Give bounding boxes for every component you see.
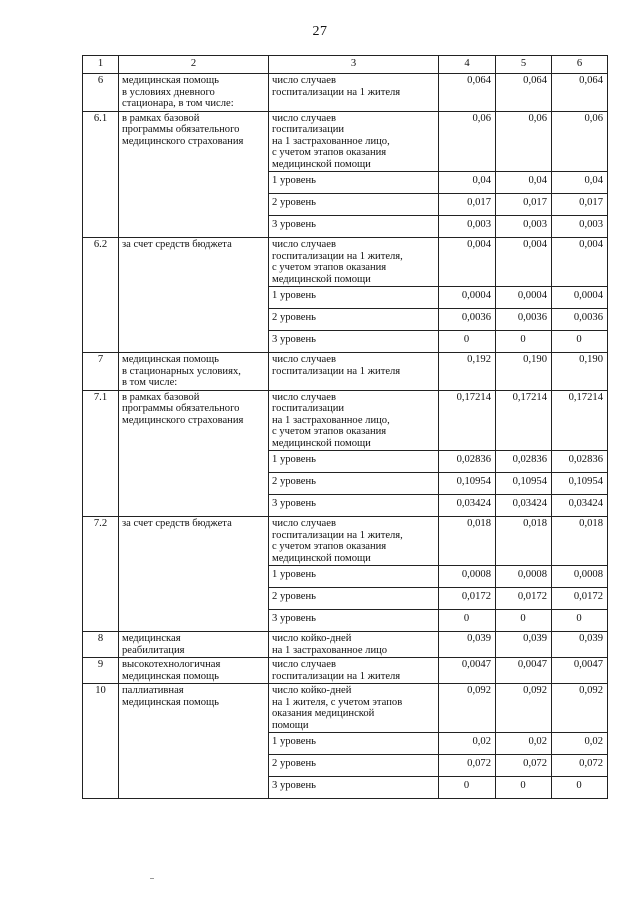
value-col-6: 0,018 bbox=[552, 517, 608, 566]
level-value-col-6: 0,10954 bbox=[552, 473, 608, 495]
level-value-col-4: 0,02836 bbox=[439, 451, 496, 473]
care-type: высокотехнологичная медицинская помощь bbox=[119, 658, 269, 684]
level-value-col-4: 0 bbox=[439, 331, 496, 353]
table-row bbox=[83, 111, 608, 172]
care-type: за счет средств бюджета bbox=[119, 517, 269, 632]
care-type: за счет средств бюджета bbox=[119, 238, 269, 353]
level-label: 3 уровень bbox=[269, 777, 439, 799]
level-value-col-6: 0,003 bbox=[552, 216, 608, 238]
level-value-col-5: 0,0004 bbox=[496, 287, 552, 309]
value-col-4: 0,018 bbox=[439, 517, 496, 566]
level-value-col-5: 0,0008 bbox=[496, 566, 552, 588]
level-value-col-6: 0,03424 bbox=[552, 495, 608, 517]
row-number: 6.1 bbox=[83, 111, 119, 238]
header-cell-2: 2 bbox=[119, 56, 269, 74]
level-label: 1 уровень bbox=[269, 172, 439, 194]
value-col-5: 0,018 bbox=[496, 517, 552, 566]
level-value-col-4: 0,10954 bbox=[439, 473, 496, 495]
level-value-col-4: 0 bbox=[439, 610, 496, 632]
level-value-col-4: 0,0036 bbox=[439, 309, 496, 331]
row-number: 10 bbox=[83, 684, 119, 799]
value-col-5: 0,17214 bbox=[496, 390, 552, 451]
value-col-6: 0,17214 bbox=[552, 390, 608, 451]
level-value-col-5: 0,017 bbox=[496, 194, 552, 216]
level-value-col-6: 0,0004 bbox=[552, 287, 608, 309]
level-value-col-4: 0,04 bbox=[439, 172, 496, 194]
care-volume-table bbox=[82, 55, 608, 799]
level-value-col-6: 0,04 bbox=[552, 172, 608, 194]
table-row bbox=[83, 632, 608, 658]
value-col-6: 0,0047 bbox=[552, 658, 608, 684]
value-col-5: 0,064 bbox=[496, 74, 552, 112]
unit-of-measure: число случаев госпитализации на 1 жителя, с учетом этапов оказания медицинской помощи bbox=[269, 238, 439, 287]
header-cell-3: 3 bbox=[269, 56, 439, 74]
level-label: 2 уровень bbox=[269, 194, 439, 216]
level-value-col-4: 0,0004 bbox=[439, 287, 496, 309]
unit-of-measure: число случаев госпитализации на 1 застрахованное лицо, с учетом этапов оказания медицинской помощи bbox=[269, 390, 439, 451]
value-col-6: 0,190 bbox=[552, 353, 608, 391]
care-type: паллиативная медицинская помощь bbox=[119, 684, 269, 799]
level-value-col-5: 0 bbox=[496, 331, 552, 353]
value-col-4: 0,06 bbox=[439, 111, 496, 172]
value-col-6: 0,039 bbox=[552, 632, 608, 658]
level-value-col-6: 0,0172 bbox=[552, 588, 608, 610]
level-value-col-6: 0 bbox=[552, 610, 608, 632]
level-value-col-5: 0,003 bbox=[496, 216, 552, 238]
row-number: 6.2 bbox=[83, 238, 119, 353]
care-type: в рамках базовой программы обязательного медицинского страхования bbox=[119, 390, 269, 517]
level-value-col-6: 0,0008 bbox=[552, 566, 608, 588]
header-cell-4: 4 bbox=[439, 56, 496, 74]
value-col-6: 0,004 bbox=[552, 238, 608, 287]
header-row bbox=[83, 56, 608, 74]
level-value-col-4: 0,03424 bbox=[439, 495, 496, 517]
value-col-4: 0,0047 bbox=[439, 658, 496, 684]
value-col-6: 0,064 bbox=[552, 74, 608, 112]
level-value-col-4: 0,072 bbox=[439, 755, 496, 777]
level-value-col-5: 0,10954 bbox=[496, 473, 552, 495]
care-type: медицинская помощь в стационарных условиях, в том числе: bbox=[119, 353, 269, 391]
level-value-col-6: 0 bbox=[552, 777, 608, 799]
level-value-col-5: 0,02836 bbox=[496, 451, 552, 473]
value-col-5: 0,190 bbox=[496, 353, 552, 391]
header-cell-5: 5 bbox=[496, 56, 552, 74]
value-col-6: 0,092 bbox=[552, 684, 608, 733]
care-type: медицинская реабилитация bbox=[119, 632, 269, 658]
level-label: 2 уровень bbox=[269, 755, 439, 777]
table-row bbox=[83, 74, 608, 112]
unit-of-measure: число случаев госпитализации на 1 жителя, с учетом этапов оказания медицинской помощи bbox=[269, 517, 439, 566]
level-value-col-5: 0,02 bbox=[496, 733, 552, 755]
row-number: 9 bbox=[83, 658, 119, 684]
level-value-col-4: 0,003 bbox=[439, 216, 496, 238]
level-label: 1 уровень bbox=[269, 451, 439, 473]
level-value-col-6: 0,02 bbox=[552, 733, 608, 755]
level-value-col-6: 0,072 bbox=[552, 755, 608, 777]
value-col-4: 0,039 bbox=[439, 632, 496, 658]
unit-of-measure: число случаев госпитализации на 1 застрахованное лицо, с учетом этапов оказания медицинской помощи bbox=[269, 111, 439, 172]
table-row bbox=[83, 517, 608, 566]
row-number: 8 bbox=[83, 632, 119, 658]
unit-of-measure: число случаев госпитализации на 1 жителя bbox=[269, 658, 439, 684]
level-value-col-6: 0,02836 bbox=[552, 451, 608, 473]
level-label: 3 уровень bbox=[269, 610, 439, 632]
level-value-col-6: 0 bbox=[552, 331, 608, 353]
level-label: 2 уровень bbox=[269, 588, 439, 610]
unit-of-measure: число койко-дней на 1 жителя, с учетом этапов оказания медицинской помощи bbox=[269, 684, 439, 733]
table-row bbox=[83, 238, 608, 287]
page-number: 27 bbox=[312, 24, 328, 39]
level-value-col-5: 0,0036 bbox=[496, 309, 552, 331]
level-value-col-5: 0 bbox=[496, 777, 552, 799]
level-value-col-4: 0,0172 bbox=[439, 588, 496, 610]
table-row bbox=[83, 658, 608, 684]
value-col-6: 0,06 bbox=[552, 111, 608, 172]
level-value-col-6: 0,0036 bbox=[552, 309, 608, 331]
value-col-5: 0,0047 bbox=[496, 658, 552, 684]
level-value-col-4: 0 bbox=[439, 777, 496, 799]
level-label: 3 уровень bbox=[269, 331, 439, 353]
value-col-5: 0,092 bbox=[496, 684, 552, 733]
value-col-4: 0,17214 bbox=[439, 390, 496, 451]
level-label: 1 уровень bbox=[269, 566, 439, 588]
level-label: 1 уровень bbox=[269, 733, 439, 755]
table-row bbox=[83, 684, 608, 733]
value-col-4: 0,004 bbox=[439, 238, 496, 287]
unit-of-measure: число случаев госпитализации на 1 жителя bbox=[269, 353, 439, 391]
value-col-4: 0,192 bbox=[439, 353, 496, 391]
value-col-4: 0,092 bbox=[439, 684, 496, 733]
value-col-5: 0,039 bbox=[496, 632, 552, 658]
level-value-col-5: 0,0172 bbox=[496, 588, 552, 610]
level-label: 2 уровень bbox=[269, 473, 439, 495]
level-label: 2 уровень bbox=[269, 309, 439, 331]
level-value-col-4: 0,02 bbox=[439, 733, 496, 755]
table-body bbox=[83, 74, 608, 799]
row-number: 7.1 bbox=[83, 390, 119, 517]
value-col-5: 0,004 bbox=[496, 238, 552, 287]
header-cell-1: 1 bbox=[83, 56, 119, 74]
table-row bbox=[83, 353, 608, 391]
level-label: 3 уровень bbox=[269, 495, 439, 517]
level-value-col-5: 0,03424 bbox=[496, 495, 552, 517]
level-value-col-4: 0,0008 bbox=[439, 566, 496, 588]
level-value-col-5: 0 bbox=[496, 610, 552, 632]
unit-of-measure: число койко-дней на 1 застрахованное лицо bbox=[269, 632, 439, 658]
level-value-col-4: 0,017 bbox=[439, 194, 496, 216]
level-value-col-5: 0,04 bbox=[496, 172, 552, 194]
unit-of-measure: число случаев госпитализации на 1 жителя bbox=[269, 74, 439, 112]
level-value-col-5: 0,072 bbox=[496, 755, 552, 777]
row-number: 7 bbox=[83, 353, 119, 391]
value-col-5: 0,06 bbox=[496, 111, 552, 172]
row-number: 7.2 bbox=[83, 517, 119, 632]
care-type: медицинская помощь в условиях дневного стационара, в том числе: bbox=[119, 74, 269, 112]
header-cell-6: 6 bbox=[552, 56, 608, 74]
level-label: 1 уровень bbox=[269, 287, 439, 309]
value-col-4: 0,064 bbox=[439, 74, 496, 112]
scan-mark bbox=[150, 878, 154, 879]
row-number: 6 bbox=[83, 74, 119, 112]
level-label: 3 уровень bbox=[269, 216, 439, 238]
care-type: в рамках базовой программы обязательного медицинского страхования bbox=[119, 111, 269, 238]
level-value-col-6: 0,017 bbox=[552, 194, 608, 216]
table-row bbox=[83, 390, 608, 451]
